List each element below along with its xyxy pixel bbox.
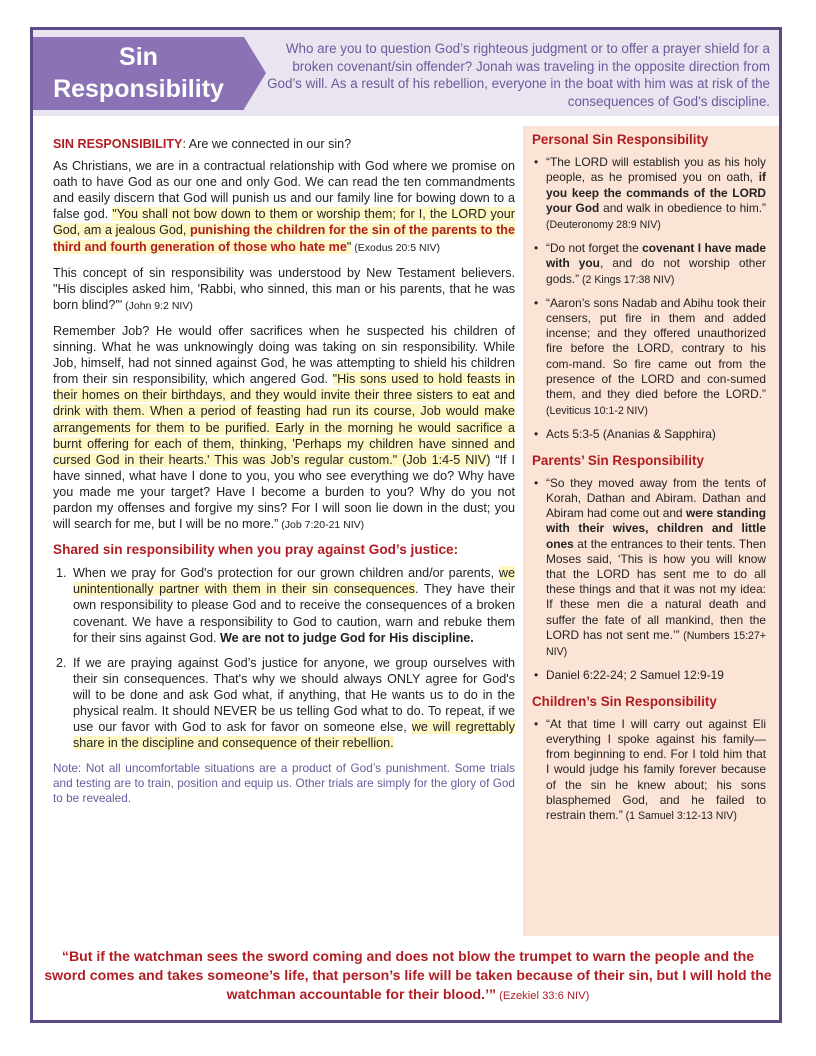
list-item: 1. When we pray for God's protection for our grown children and/or parents, we unintentionally partner with them in their sin consequences. They have their own responsibility to please God and to receive the consequences of a broken covenant. We have a responsibility to God to caution, warn and rebuke them for their sins against God. We are not to judge God for His discipline. [70, 565, 515, 645]
list-item: • “Do not forget the covenant I have made with you, and do not worship other gods.” (2 Kings 17:38 NIV) [546, 241, 766, 288]
parents-list [532, 476, 766, 684]
numbered-list [53, 565, 515, 751]
subheading-shared: Shared sin responsibility when you pray against God’s justice: [53, 542, 459, 558]
list-item: 2. If we are praying against God’s justice for anyone, we group ourselves with their sin consequences. That's why we should always ONLY agree for God's will to be done and ask God what, if anything, that He wants us to do in the physical realm. It should NEVER be us telling God what to do. To repeat, if we use our favor with God to ask for favor on someone else, we will regrettably share in the discipline and consequence of their rebellion. [70, 655, 515, 752]
list-item: • “At that time I will carry out against Eli everything I spoke against his family—from beginning to end. For I told him that I would judge his family forever because of the sin he knew about; his sons blasphemed God, and he failed to restrain them.” (1 Samuel 3:12-13 NIV) [546, 717, 766, 824]
title-line-2: Responsibility [53, 75, 224, 103]
title-line-1: Sin [119, 43, 158, 71]
sidebar-heading-parents: Parents’ Sin Responsibility [532, 452, 704, 468]
intro-text: Who are you to question God’s righteous judgment or to offer a prayer shield for a broken covenant/sin offender? Jonah was traveling in the opposite direction from God’s will. As a result of his rebellion, everyone in the boat with him was at risk of the consequences of God’s discipline. [267, 41, 770, 109]
paragraph-job: Remember Job? He would offer sacrifices when he suspected his children of sinning. What he was unknowingly doing was taking on sin responsibility. While Job, himself, had not sinned against God, he was attempting to shield his children from their sin responsibility, which angered God. "His sons used to hold feasts in their homes on their birthdays, and they would invite their three sisters to eat and drink with them. When a period of feasting had run its course, Job would make arrangements for them to be purified. Early in the morning he would sacrifice a burnt offering for each of them, thinking, 'Perhaps my children have sinned and cursed God in their hearts.' This was Job’s regular custom." (Job 1:4-5 NIV) “If I have sinned, what have I done to you, you who see everything we do? Why have you made me your target? Have I become a burden to you? Why do you not pardon my offenses and forgive my sins? For I will soon lie down in the dust; you will search for me, but I will be no more.” (Job 7:20-21 NIV) [53, 323, 516, 532]
sidebar-heading-children: Children’s Sin Responsibility [532, 693, 717, 709]
children-list [532, 717, 766, 824]
footer-quote: “But if the watchman sees the sword coming and does not blow the trumpet to warn the people and the sword comes and takes someone’s life, that person’s life will be taken because of their sin, but I will hold the watchman accountable for their blood.’” (Ezekiel 33:6 NIV) [44, 948, 772, 1002]
page-title [33, 41, 244, 105]
highlight-exodus: "You shall not bow down to them or worship them; for I, the LORD your God, am a jealous God, punishing the children for the sin of the parents to the third and fourth generation of those who hate me" [53, 207, 515, 254]
highlight-job: "His sons used to hold feasts in their homes on their birthdays, and they would invite their three sisters to eat and drink with them. When a period of feasting had run its course, Job would make arrangements for them to be purified. Early in the morning he would sacrifice a burnt offering for each of them, thinking, 'Perhaps my children have sinned and cursed God in their hearts.' This was Job’s regular custom." (Job 1:4-5 NIV) [53, 372, 516, 467]
list-item: • Acts 5:3-5 (Ananias & Sapphira) [546, 427, 766, 442]
paragraph-new-testament: This concept of sin responsibility was understood by New Testament believers. "His disciples asked him, 'Rabbi, who sinned, this man or his parents, that he was born blind?'" (John 9:2 NIV) [53, 265, 515, 312]
list-item: • Daniel 6:22-24; 2 Samuel 12:9-19 [546, 668, 766, 683]
paragraph-covenant: As Christians, we are in a contractual relationship with God where we promise on oath to have God as our one and only God. We can read the ten commandments and easily discern that God will punish us and our family line for bowing down to a false god. "You shall not bow down to them or worship them; for I, the LORD your God, am a jealous God, punishing the children for the sin of the parents to the third and fourth generation of those who hate me" (Exodus 20:5 NIV) [53, 159, 515, 254]
list-item: • “Aaron’s sons Nadab and Abihu took their censers, put fire in them and added incense; and they offered unauthorized fire before the LORD, contrary to his com-mand. So fire came out from the presence of the LORD and con-sumed them, and they died before the LORD.” (Leviticus 10:1-2 NIV) [546, 296, 766, 420]
sidebar-content [532, 132, 766, 834]
sidebar-heading-personal: Personal Sin Responsibility [532, 132, 709, 147]
personal-list [532, 155, 766, 442]
main-column [53, 136, 515, 806]
list-item: • “So they moved away from the tents of Korah, Dathan and Abiram. Dathan and Abiram had come out and were standing with their wives, children and little ones at the entrances to their tents. Then Moses said, ‘This is how you will know that the LORD has sent me to do all these things and that it was not my idea: If these men die a natural death and suffer the fate of all mankind, then the LORD has not sent me.’” (Numbers 15:27+ NIV) [546, 476, 766, 660]
note: Note: Not all uncomfortable situations are a product of God’s punishment. Some trials and testing are to train, position and equip us. Other trials are simply for the glory of God to be revealed. [53, 761, 515, 806]
list-item: • “The LORD will establish you as his holy people, as he promised you on oath, if you keep the commands of the LORD your God and walk in obedience to him.” (Deuteronomy 28:9 NIV) [546, 155, 766, 233]
section-heading: SIN RESPONSIBILITY: Are we connected in our sin? [53, 137, 352, 151]
